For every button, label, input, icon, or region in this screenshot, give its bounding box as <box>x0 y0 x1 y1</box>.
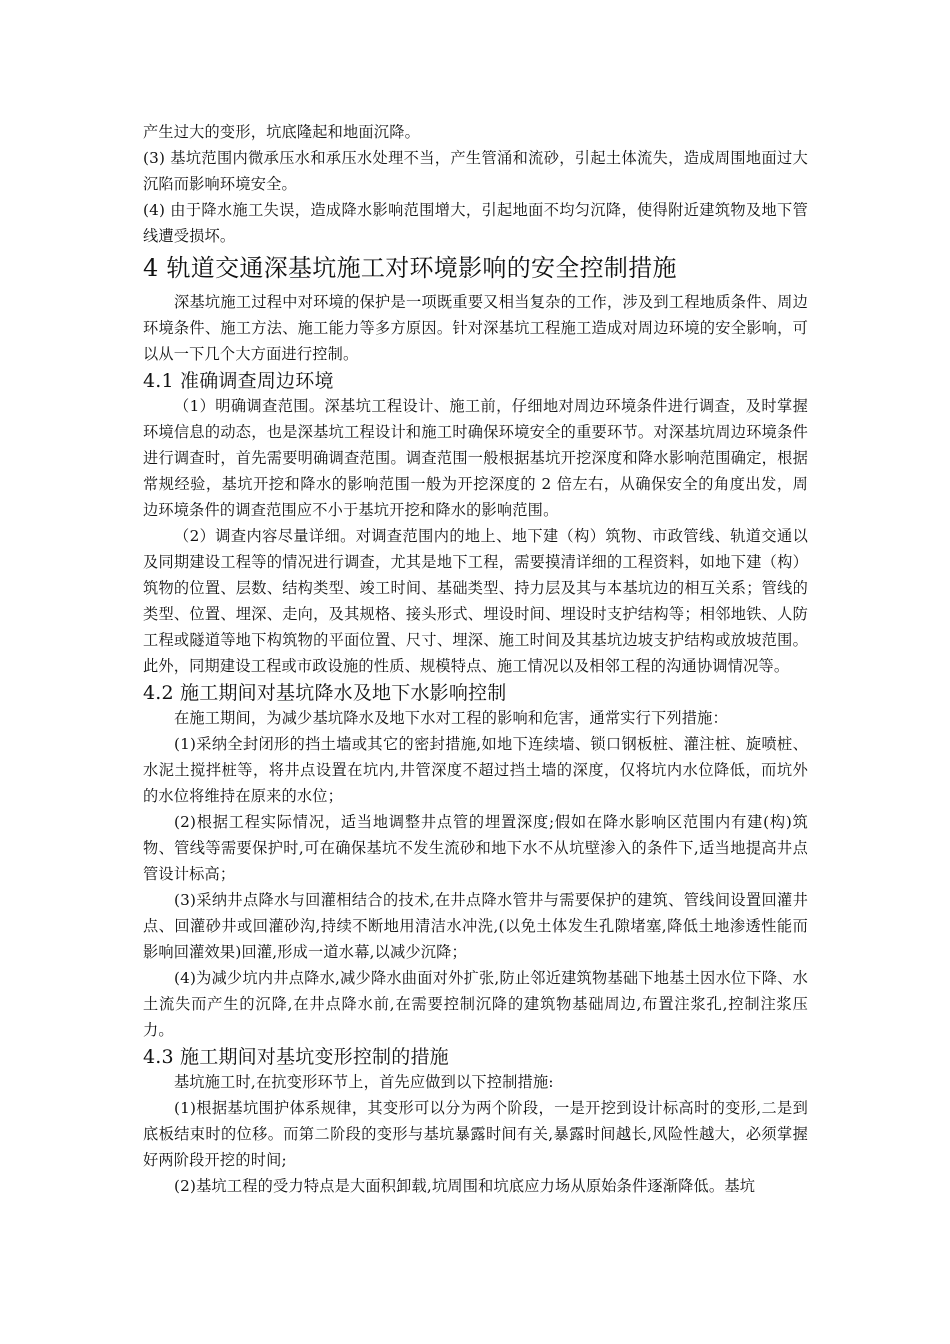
paragraph: 基坑施工时,在抗变形环节上，首先应做到以下控制措施: <box>174 1073 554 1091</box>
subsection-heading-4-1: 4.1 准确调查周边环境 <box>143 370 334 392</box>
paragraph: 产生过大的变形，坑底隆起和地面沉降。 <box>143 123 420 141</box>
subsection-heading-4-2: 4.2 施工期间对基坑降水及地下水影响控制 <box>143 682 507 704</box>
paragraph: (2)根据工程实际情况，适当地调整井点管的埋置深度;假如在降水影响区范围内有建(构)筑物、管线等需要保护时,可在确保基坑不发生流砂和地下水不从坑壁渗入的条件下,适当地提高井点管设计标高； <box>143 813 808 883</box>
section-heading-4: 4 轨道交通深基坑施工对环境影响的安全控制措施 <box>143 254 677 282</box>
paragraph: (4) 由于降水施工失误，造成降水影响范围增大，引起地面不均匀沉降，使得附近建筑物及地下管线遭受损坏。 <box>143 201 808 245</box>
paragraph: 在施工期间，为减少基坑降水及地下水对工程的影响和危害，通常实行下列措施： <box>174 709 728 727</box>
paragraph: 深基坑施工过程中对环境的保护是一项既重要又相当复杂的工作，涉及到工程地质条件、周边环境条件、施工方法、施工能力等多方原因。针对深基坑工程施工造成对周边环境的安全影响，可以从一下几个大方面进行控制。 <box>143 293 808 363</box>
paragraph: （2）调查内容尽量详细。对调查范围内的地上、地下建（构）筑物、市政管线、轨道交通以及同期建设工程等的情况进行调查，尤其是地下工程，需要摸清详细的工程资料，如地下建（构）筑物的位置、层数、结构类型、竣工时间、基础类型、持力层及其与本基坑边的相互关系；管线的类型、位置、埋深、走向，及其规格、接头形式、埋设时间、埋设时支护结构等；相邻地铁、人防工程或隧道等地下构筑物的平面位置、尺寸、埋深、施工时间及其基坑边坡支护结构或放坡范围。此外，同期建设工程或市政设施的性质、规模特点、施工情况以及相邻工程的沟通协调情况等。 <box>143 527 808 675</box>
paragraph: （1）明确调查范围。深基坑工程设计、施工前，仔细地对周边环境条件进行调查，及时掌握环境信息的动态，也是深基坑工程设计和施工时确保环境安全的重要环节。对深基坑周边环境条件进行调查时，首先需要明确调查范围。调查范围一般根据基坑开挖深度和降水影响范围确定，根据常规经验，基坑开挖和降水的影响范围一般为开挖深度的 2 倍左右，从确保安全的角度出发，周边环境条件的调查范围应不小于基坑开挖和降水的影响范围。 <box>143 397 808 519</box>
paragraph: (1)采纳全封闭形的挡土墙或其它的密封措施,如地下连续墙、锁口钢板桩、灌注桩、旋喷桩、水泥土搅拌桩等，将井点设置在坑内,井管深度不超过挡土墙的深度，仅将坑内水位降低，而坑外的水位将维持在原来的水位； <box>143 735 808 805</box>
paragraph: (4)为减少坑内井点降水,减少降水曲面对外扩张,防止邻近建筑物基础下地基土因水位下降、水土流失而产生的沉降,在井点降水前,在需要控制沉降的建筑物基础周边,布置注浆孔,控制注浆压力。 <box>143 969 808 1039</box>
page-body <box>143 119 808 1199</box>
paragraph: (3)采纳井点降水与回灌相结合的技术,在井点降水管井与需要保护的建筑、管线间设置回灌井点、回灌砂井或回灌砂沟,持续不断地用清洁水冲洗,(以免土体发生孔隙堵塞,降低土地渗透性能而影响回灌效果)回灌,形成一道水幕,以减少沉降； <box>143 891 808 961</box>
paragraph: (1)根据基坑围护体系规律，其变形可以分为两个阶段，一是开挖到设计标高时的变形,二是到底板结束时的位移。而第二阶段的变形与基坑暴露时间有关,暴露时间越长,风险性越大，必须掌握好两阶段开挖的时间; <box>143 1099 808 1169</box>
subsection-heading-4-3: 4.3 施工期间对基坑变形控制的措施 <box>143 1046 449 1068</box>
paragraph: (3) 基坑范围内微承压水和承压水处理不当，产生管涌和流砂，引起土体流失，造成周围地面过大沉陷而影响环境安全。 <box>143 149 808 193</box>
paragraph: (2)基坑工程的受力特点是大面积卸载,坑周围和坑底应力场从原始条件逐渐降低。基坑 <box>174 1177 756 1195</box>
